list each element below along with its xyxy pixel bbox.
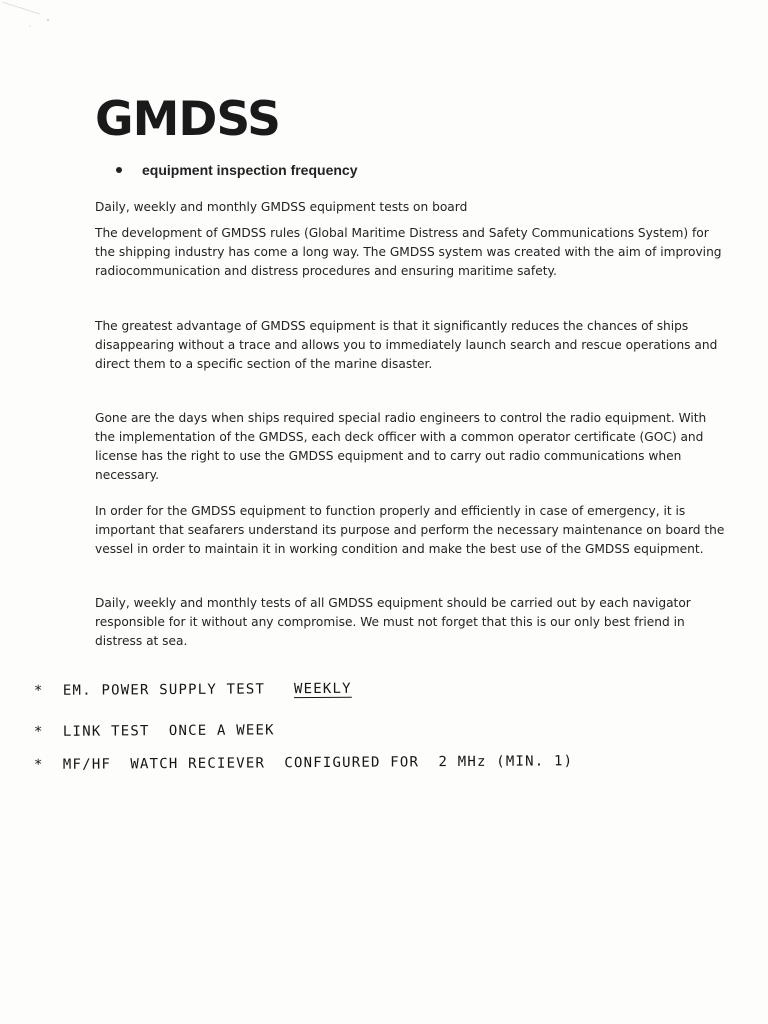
paragraph-officers: Gone are the days when ships required special radio engineers to control the radio equipment. With the implementation of the GMDSS, each deck officer with a common operator certificate (GOC) and license has the right to use the GMDSS equipment and to carry out radio communications when necessary. — [95, 411, 707, 482]
handwritten-note — [34, 722, 275, 740]
note-text: EM. POWER SUPPLY TEST — [62, 681, 266, 699]
bullet-dot-icon — [116, 167, 122, 173]
handwritten-note — [34, 753, 573, 773]
note-text: LINK TEST ONCE A WEEK — [62, 722, 275, 740]
asterisk-mark: * — [33, 723, 44, 740]
handwritten-note — [34, 681, 352, 699]
paragraph-development: The development of GMDSS rules (Global Maritime Distress and Safety Communications System) for the shipping industry has come a long way. The GMDSS system was created with the aim of improving radiocommunication and distress procedures and ensuring maritime safety. — [95, 226, 722, 278]
scan-artifact — [0, 0, 60, 30]
paragraph-maintenance: In order for the GMDSS equipment to function properly and efficiently in case of emergency, it is important that seafarers understand its purpose and perform the necessary maintenance on board the vessel in order to maintain it in working condition and make the best use of the GMDSS equipment. — [95, 504, 725, 556]
note-emphasis: WEEKLY — [293, 680, 352, 698]
document-title: GMDSS — [95, 92, 280, 147]
paragraph-advantage: The greatest advantage of GMDSS equipment is that it significantly reduces the chances of ships disappearing without a trace and allows you to immediately launch search and rescue operations and direct them to a specific section of the marine disaster. — [95, 319, 718, 371]
asterisk-mark: * — [33, 682, 44, 699]
bullet-item — [116, 162, 357, 178]
note-text: MF/HF WATCH RECIEVER CONFIGURED FOR 2 MHz (MIN. 1) — [62, 753, 574, 773]
bullet-text: equipment inspection frequency — [142, 162, 358, 178]
paragraph-tests: Daily, weekly and monthly tests of all GMDSS equipment should be carried out by each navigator responsible for it without any compromise. We must not forget that this is our only best friend in distress at sea. — [95, 596, 691, 648]
asterisk-mark: * — [33, 756, 44, 773]
paragraph-intro: Daily, weekly and monthly GMDSS equipment tests on board — [95, 200, 468, 214]
